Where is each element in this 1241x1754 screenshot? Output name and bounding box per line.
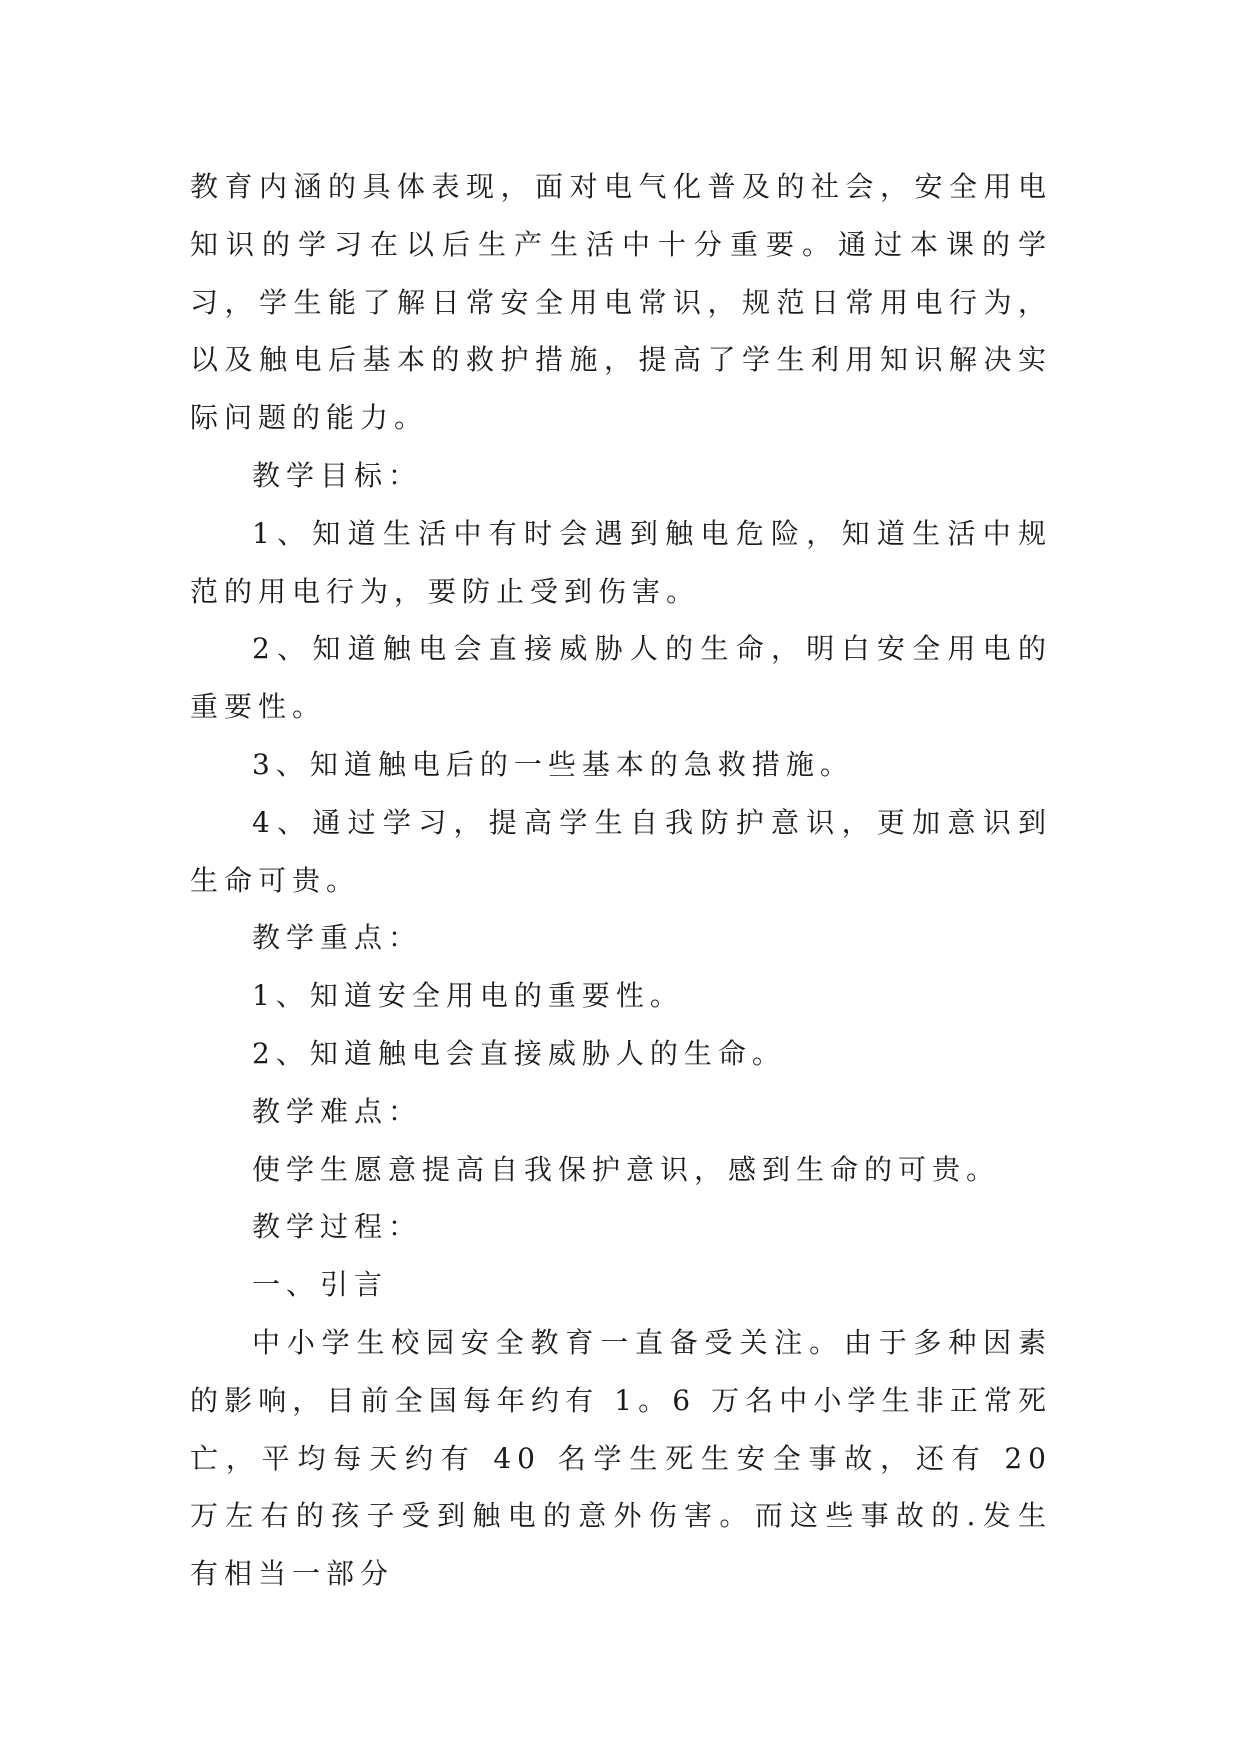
difficulty-text: 使学生愿意提高自我保护意识，感到生命的可贵。 (252, 1152, 1001, 1186)
objective-item-3: 3、知道触电后的一些基本的急救措施。 (252, 747, 854, 781)
document-body (190, 158, 1052, 1603)
objective-item-1: 1、知道生活中有时会遇到触电危险，知道生活中规范的用电行为，要防止受到伤害。 (190, 516, 1052, 608)
key-point-item-2: 2、知道触电会直接威胁人的生命。 (252, 1036, 786, 1070)
paragraph-introduction-body: 中小学生校园安全教育一直备受关注。由于多种因素的影响，目前全国每年约有 1。6 万名中小学生非正常死亡，平均每天约有 40 名学生死生安全事故，还有 20 万左右的孩子受到触电的意外伤害。而这些事故的.发生有相当一部分 (190, 1325, 1052, 1591)
heading-teaching-objectives: 教学目标： (252, 458, 423, 492)
heading-key-points: 教学重点： (252, 921, 423, 955)
key-point-item-1: 1、知道安全用电的重要性。 (252, 979, 684, 1013)
objective-item-2: 2、知道触电会直接威胁人的生命，明白安全用电的重要性。 (190, 632, 1052, 724)
heading-teaching-process: 教学过程： (252, 1210, 423, 1244)
section-heading-introduction: 一、引言 (252, 1268, 389, 1302)
paragraph-intro: 教育内涵的具体表现，面对电气化普及的社会，安全用电知识的学习在以后生产生活中十分重要。通过本课的学习，学生能了解日常安全用电常识，规范日常用电行为，以及触电后基本的救护措施，提高了学生利用知识解决实际问题的能力。 (190, 170, 1052, 435)
objective-item-4: 4、通过学习，提高学生自我防护意识，更加意识到生命可贵。 (190, 805, 1052, 897)
heading-difficulties: 教学难点： (252, 1094, 423, 1128)
